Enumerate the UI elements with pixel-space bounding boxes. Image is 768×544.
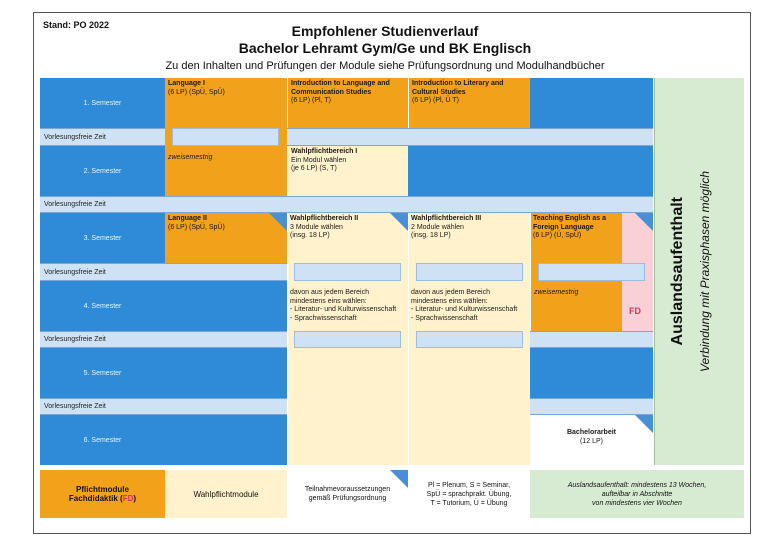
legend-pflicht: Pflichtmodule Fachdidaktik (FD) xyxy=(40,470,165,518)
semester-label: 3. Semester xyxy=(83,234,122,242)
break-label: Vorlesungsfreie Zeit xyxy=(44,133,106,141)
module-wahlpflicht-1[interactable] xyxy=(287,146,408,196)
module-title: Introduction to Literary and Cultural Studies xyxy=(412,80,504,96)
legend-abroad: Auslandsaufenthalt: mindestens 13 Wochen, aufteilbar in Abschnitte von mindestens vier Wochen xyxy=(530,470,744,518)
module-detail: Ein Modul wählen xyxy=(291,156,347,164)
module-title: Wahlpflichtbereich I xyxy=(291,148,358,155)
prerequisite-marker-icon xyxy=(390,213,408,231)
module-detail: (insg. 18 LP) xyxy=(411,232,451,239)
abroad-title: Auslandsaufenthalt xyxy=(669,197,686,346)
module-detail: (insg. 18 LP) xyxy=(290,232,330,239)
break-label: Vorlesungsfreie Zeit xyxy=(44,268,106,276)
break-slot xyxy=(294,331,401,348)
page-subtitle: Zu den Inhalten und Prüfungen der Module siehe Prüfungsordnung und Modulhandbücher xyxy=(165,60,605,72)
biennial-note: zweisemestrig xyxy=(168,154,213,161)
module-title: Language I xyxy=(168,80,205,87)
semester-label: 6. Semester xyxy=(83,436,122,444)
module-detail: (je 6 LP) (S, T) xyxy=(291,165,337,172)
prerequisite-marker-icon xyxy=(635,415,653,433)
break-slot xyxy=(416,263,523,281)
legend-wahlpflicht: Wahlpflichtmodule xyxy=(165,470,287,518)
module-wahlpflicht-3 xyxy=(408,213,530,243)
biennial-note: zweisemestrig xyxy=(534,289,579,296)
module-title: Introduction to Language and Communication Studies xyxy=(291,80,390,96)
semester-label: 1. Semester xyxy=(83,99,122,107)
abroad-subtitle: Verbindung mit Praxisphasen möglich xyxy=(698,171,712,372)
module-title: Wahlpflichtbereich III xyxy=(411,215,482,222)
semester-label: 4. Semester xyxy=(83,302,122,310)
module-intro-language[interactable] xyxy=(287,78,408,128)
break-label: Vorlesungsfreie Zeit xyxy=(44,201,106,208)
module-detail: (6 LP) (Pl, T) xyxy=(291,97,331,104)
module-detail: (6 LP) (Pl, Ü T) xyxy=(412,97,459,104)
abroad-subtitle-wrap xyxy=(693,78,717,465)
module-detail: (6 LP) (SpÜ, SpÜ) xyxy=(168,223,225,231)
semester-label: 2. Semester xyxy=(83,167,122,175)
break-label: Vorlesungsfreie Zeit xyxy=(44,336,106,343)
semester-label: 5. Semester xyxy=(83,369,122,377)
module-detail: (6 LP) (SpÜ, SpÜ) xyxy=(168,88,225,96)
module-title: Language II xyxy=(168,215,207,222)
module-title: Wahlpflichtbereich II xyxy=(290,215,359,222)
module-tefl xyxy=(530,213,625,243)
legend-prerequisites: Teilnahmevoraussetzungen gemäß Prüfungsordnung xyxy=(304,486,391,502)
prerequisite-marker-icon xyxy=(390,470,408,488)
version-stamp: Stand: PO 2022 xyxy=(43,20,110,30)
legend-abbreviations: Pl = Plenum, S = Seminar, SpÜ = sprachprakt. Übung, T = Tutorium, Ü = Übung xyxy=(426,481,512,507)
module-intro-literary[interactable] xyxy=(408,78,530,128)
module-detail: (12 LP) xyxy=(580,437,603,445)
page-title-program: Bachelor Lehramt Gym/Ge und BK Englisch xyxy=(238,40,532,56)
break-label: Vorlesungsfreie Zeit xyxy=(44,403,106,410)
wahlpflicht-3-note: davon aus jedem Bereich mindestens eins wählen: - Literatur- und Kulturwissenschaft - Sprachwissenschaft xyxy=(411,289,518,322)
module-detail: 3 Module wählen xyxy=(290,223,343,231)
wahlpflicht-2-note: davon aus jedem Bereich mindestens eins wählen: - Literatur- und Kulturwissenschaft - Sprachwissenschaft xyxy=(290,289,397,322)
module-title: Teaching English as a Foreign Language xyxy=(533,215,607,231)
break-slot xyxy=(416,331,523,348)
break-slot xyxy=(172,128,279,146)
prerequisite-marker-icon xyxy=(269,213,287,231)
break-slot xyxy=(538,263,645,281)
module-title: Bachelorarbeit xyxy=(566,429,617,436)
module-detail: 2 Module wählen xyxy=(411,223,464,231)
abroad-title-wrap xyxy=(664,78,692,465)
fd-label: FD xyxy=(629,306,641,316)
page-title: Empfohlener Studienverlauf xyxy=(291,23,479,39)
break-slot xyxy=(294,263,401,281)
module-detail: (6 LP) (Ü, SpÜ) xyxy=(533,232,582,239)
prerequisite-marker-icon xyxy=(635,213,653,231)
